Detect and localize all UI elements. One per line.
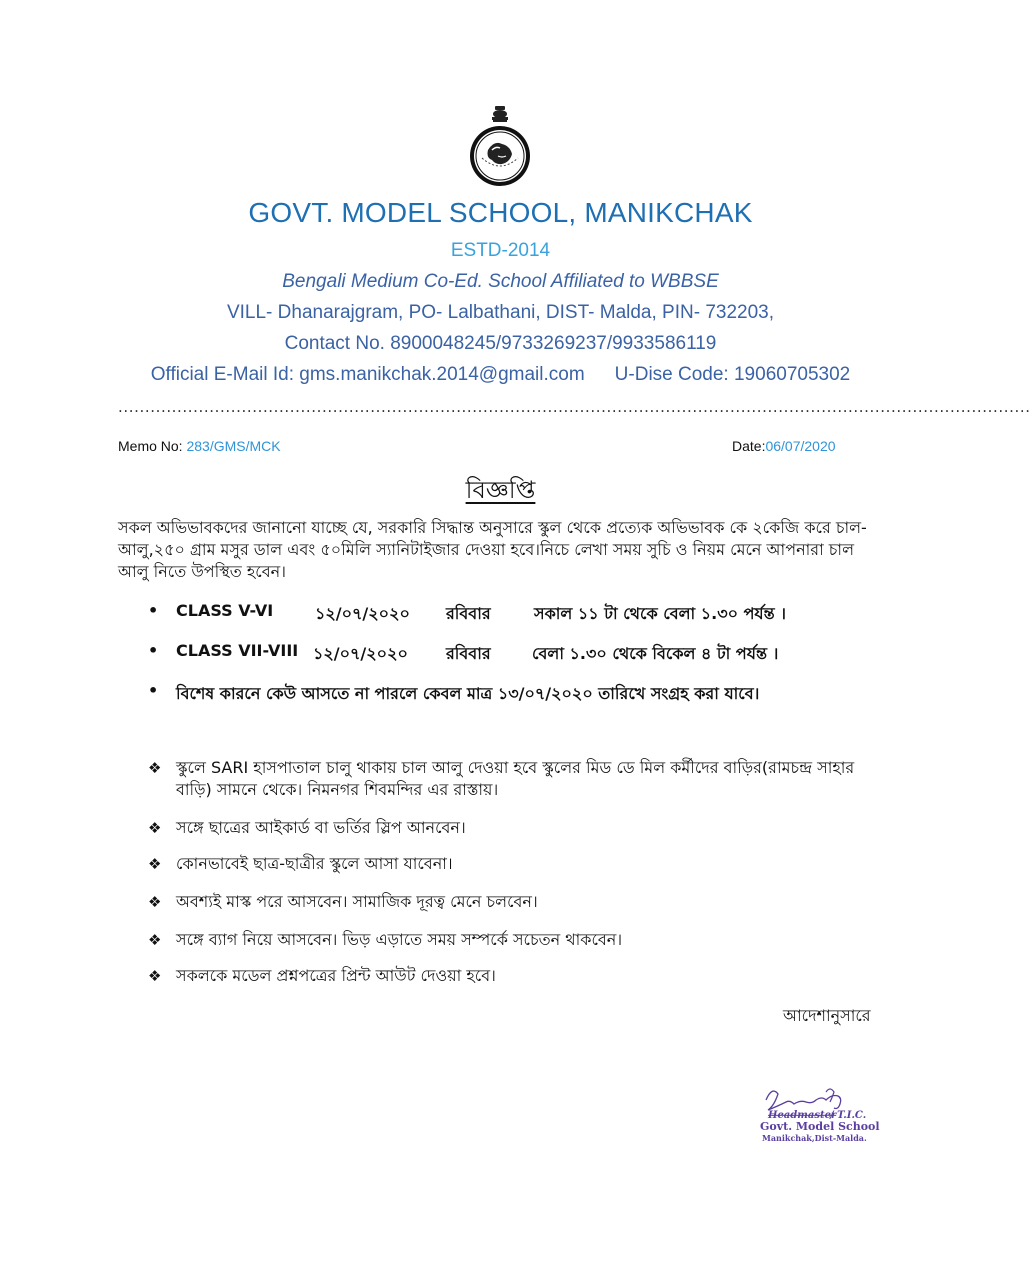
memo-label: Memo No: xyxy=(118,438,187,454)
special-note: বিশেষ কারনে কেউ আসতে না পারলে কেবল মাত্র ১৩/০৭/২০২০ তারিখে সংগ্রহ করা যাবে। xyxy=(176,684,760,703)
schedule-class: CLASS V-VI xyxy=(176,601,274,620)
memo-value: 283/GMS/MCK xyxy=(186,438,281,454)
contact-numbers: Contact No. 8900048245/9733269237/9933586119 xyxy=(284,333,717,354)
memo-number xyxy=(118,438,281,454)
diamond-bullet-icon: ❖ xyxy=(148,893,162,911)
state-emblem-icon xyxy=(468,104,532,188)
date-label: Date: xyxy=(732,438,766,454)
diamond-bullet-icon: ❖ xyxy=(148,819,162,837)
bullet-icon: • xyxy=(148,641,159,660)
svg-text:Govt. Model School: Govt. Model School xyxy=(760,1120,880,1133)
established-year: ESTD-2014 xyxy=(450,240,551,261)
official-email: Official E-Mail Id: gms.manikchak.2014@gmail.com xyxy=(150,364,585,385)
svg-text:Manikchak,Dist-Malda.: Manikchak,Dist-Malda. xyxy=(762,1133,867,1143)
schedule-class: CLASS VII-VIII xyxy=(176,641,299,660)
affiliation-line: Bengali Medium Co-Ed. School Affiliated to WBBSE xyxy=(282,271,719,292)
date-value: 06/07/2020 xyxy=(765,438,836,454)
rule-text: সঙ্গে ছাত্রের আইকার্ড বা ভর্তির স্লিপ আনবেন। xyxy=(176,818,466,837)
svg-text:Headmaster: Headmaster xyxy=(768,1110,837,1121)
headmaster-stamp-signature xyxy=(756,1082,886,1146)
diamond-bullet-icon: ❖ xyxy=(148,759,162,777)
schedule-time: সকাল ১১ টা থেকে বেলা ১.৩০ পর্যন্ত । xyxy=(534,604,786,623)
diamond-bullet-icon: ❖ xyxy=(148,931,162,949)
schedule-day: রবিবার xyxy=(446,644,491,663)
diamond-bullet-icon: ❖ xyxy=(148,967,162,985)
rule-text: অবশ্যই মাস্ক পরে আসবেন। সামাজিক দূরত্ব মেনে চলবেন। xyxy=(176,892,538,911)
udise-code: U-Dise Code: 19060705302 xyxy=(614,364,851,385)
rule-text: সকলকে মডেল প্রশ্নপত্রের প্রিন্ট আউট দেওয়া হবে। xyxy=(176,966,496,985)
rule-text: সঙ্গে ব্যাগ নিয়ে আসবেন। ভিড় এড়াতে সময় সম্পর্কে সচেতন থাকবেন। xyxy=(176,930,623,949)
svg-text:/ T.I.C.: / T.I.C. xyxy=(830,1110,867,1121)
bullet-icon: • xyxy=(148,601,159,620)
schedule-date: ১২/০৭/২০২০ xyxy=(315,604,410,623)
notice-date xyxy=(732,438,836,454)
intro-paragraph: সকল অভিভাবকদের জানানো যাচ্ছে যে, সরকারি সিদ্ধান্ত অনুসারে স্কুল থেকে প্রত্যেক অভিভাবক কে ২কেজি করে চাল-আলু,২৫০ গ্রাম মসুর ডাল এবং ৫০মিলি স্যানিটাইজার দেওয়া হবে।নিচে লেখা সময় সুচি ও নিয়ম মেনে আপনারা চাল আলু নিতে উপস্থিত হবেন। xyxy=(118,518,867,581)
schedule-day: রবিবার xyxy=(446,604,491,623)
rule-text: কোনভাবেই ছাত্র-ছাত্রীর স্কুলে আসা যাবেনা। xyxy=(176,854,453,873)
by-order-text: আদেশানুসারে xyxy=(783,1006,871,1025)
school-name: GOVT. MODEL SCHOOL, MANIKCHAK xyxy=(248,197,753,228)
bullet-icon: • xyxy=(148,681,159,700)
schedule-date: ১২/০৭/২০২০ xyxy=(313,644,408,663)
dotted-separator: .......................................................................................................................................................................... xyxy=(118,398,1031,416)
notice-title: বিজ্ঞপ্তি xyxy=(465,476,536,504)
schedule-time: বেলা ১.৩০ থেকে বিকেল ৪ টা পর্যন্ত । xyxy=(532,644,779,663)
rule-text: স্কুলে SARI হাসপাতাল চালু থাকায় চাল আলু দেওয়া হবে স্কুলের মিড ডে মিল কর্মীদের বাড়ির(রামচন্দ্র সাহার বাড়ি) সামনে থেকে। নিমনগর শিবমন্দির এর রাস্তায়। xyxy=(176,758,855,799)
email-udise-line xyxy=(0,364,1001,386)
address-line: VILL- Dhanarajgram, PO- Lalbathani, DIST- Malda, PIN- 732203, xyxy=(226,302,775,323)
diamond-bullet-icon: ❖ xyxy=(148,855,162,873)
